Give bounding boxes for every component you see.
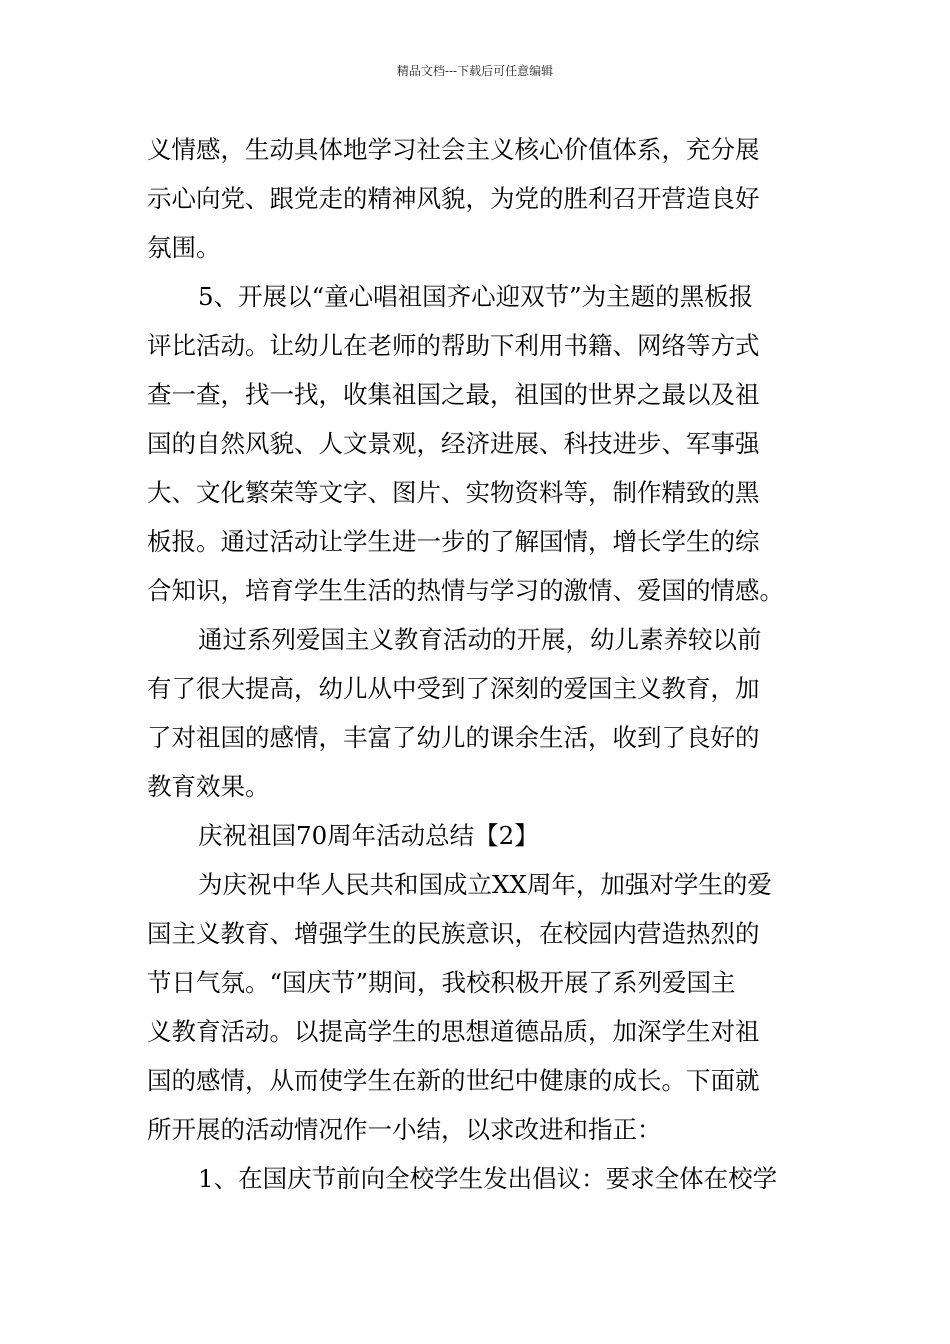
text-line: 大、文化繁荣等文字、图片、实物资料等，制作精致的黑 <box>147 478 760 507</box>
paragraph-start-line: 5、开展以“童心唱祖国齐心迎双节”为主题的黑板报 <box>198 282 754 311</box>
text-line: 教育效果。 <box>147 772 270 801</box>
text-line: 板报。通过活动让学生进一步的了解国情，增长学生的综 <box>147 527 760 556</box>
document-body <box>147 125 811 1203</box>
paragraph-start-line: 为庆祝中华人民共和国成立XX周年，加强对学生的爱 <box>198 870 772 899</box>
text-line: 国主义教育、增强学生的民族意识，在校园内营造热烈的 <box>147 919 760 948</box>
text-line: 查一查，找一找，收集祖国之最，祖国的世界之最以及祖 <box>147 380 760 409</box>
text-line: 评比活动。让幼儿在老师的帮助下利用书籍、网络等方式 <box>147 331 760 360</box>
text-line: 国的自然风貌、人文景观，经济进展、科技进步、军事强 <box>147 429 760 458</box>
text-line: 义情感，生动具体地学习社会主义核心价值体系，充分展 <box>147 135 760 164</box>
text-line: 合知识，培育学生生活的热情与学习的激情、爱国的情感。 <box>147 576 784 605</box>
text-line: 有了很大提高，幼儿从中受到了深刻的爱国主义教育，加 <box>147 674 760 703</box>
text-line: 氛围。 <box>147 233 221 262</box>
paragraph-start-line: 1、在国庆节前向全校学生发出倡议：要求全体在校学 <box>198 1164 778 1193</box>
section-heading: 庆祝祖国70周年活动总结【2】 <box>198 821 539 850</box>
text-line: 了对祖国的感情，丰富了幼儿的课余生活，收到了良好的 <box>147 723 760 752</box>
text-line: 节日气氛。“国庆节”期间，我校积极开展了系列爱国主 <box>147 968 736 997</box>
page-header: 精品文档---下载后可任意编辑 <box>396 64 554 78</box>
text-line: 示心向党、跟党走的精神风貌，为党的胜利召开营造良好 <box>147 184 760 213</box>
text-line: 所开展的活动情况作一小结，以求改进和指正： <box>147 1115 662 1144</box>
text-line: 义教育活动。以提高学生的思想道德品质，加深学生对祖 <box>147 1017 760 1046</box>
text-line: 国的感情，从而使学生在新的世纪中健康的成长。下面就 <box>147 1066 760 1095</box>
paragraph-start-line: 通过系列爱国主义教育活动的开展，幼儿素养较以前 <box>198 625 762 654</box>
